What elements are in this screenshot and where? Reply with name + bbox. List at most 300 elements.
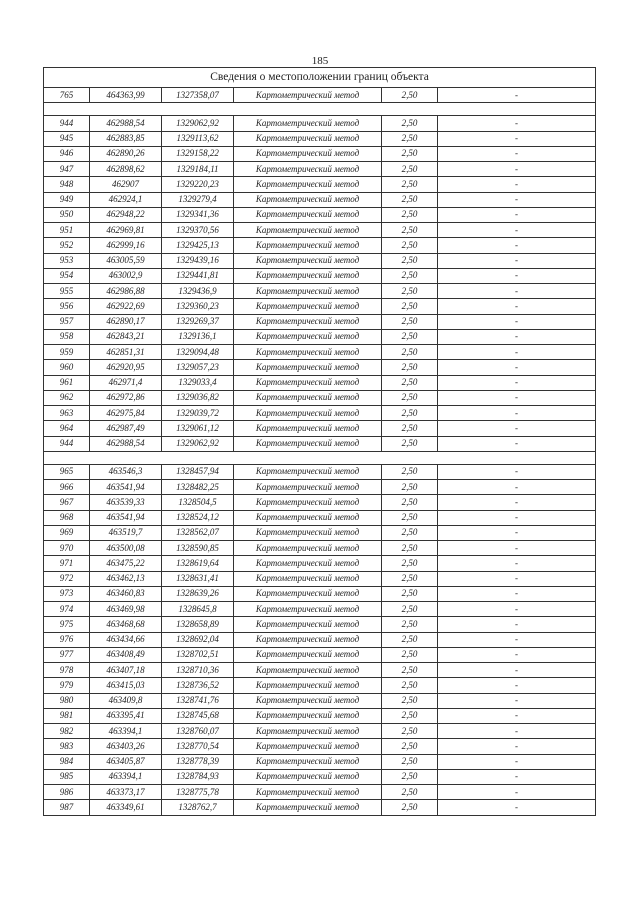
accuracy-cell: 2,50 <box>382 800 438 815</box>
accuracy-cell: 2,50 <box>382 146 438 161</box>
description-cell: - <box>438 88 596 103</box>
method-cell: Картометрический метод <box>234 525 382 540</box>
method-cell: Картометрический метод <box>234 329 382 344</box>
description-cell: - <box>438 284 596 299</box>
description-cell: - <box>438 632 596 647</box>
x-coordinate-cell: 463394,1 <box>90 769 162 784</box>
table-row <box>44 131 596 146</box>
y-coordinate-cell: 1329061,12 <box>162 421 234 436</box>
method-cell: Картометрический метод <box>234 602 382 617</box>
point-number-cell: 955 <box>44 284 90 299</box>
accuracy-cell: 2,50 <box>382 525 438 540</box>
y-coordinate-cell: 1329113,62 <box>162 131 234 146</box>
point-number-cell: 951 <box>44 223 90 238</box>
point-number-cell: 950 <box>44 207 90 222</box>
accuracy-cell: 2,50 <box>382 663 438 678</box>
table-row <box>44 406 596 421</box>
description-cell: - <box>438 556 596 571</box>
section-separator-row <box>44 103 596 116</box>
table-row <box>44 724 596 739</box>
y-coordinate-cell: 1329094,48 <box>162 345 234 360</box>
table-row <box>44 360 596 375</box>
point-number-cell: 954 <box>44 268 90 283</box>
method-cell: Картометрический метод <box>234 360 382 375</box>
description-cell: - <box>438 406 596 421</box>
point-number-cell: 968 <box>44 510 90 525</box>
table-row <box>44 314 596 329</box>
point-number-cell: 965 <box>44 464 90 479</box>
accuracy-cell: 2,50 <box>382 314 438 329</box>
point-number-cell: 962 <box>44 390 90 405</box>
x-coordinate-cell: 462907 <box>90 177 162 192</box>
point-number-cell: 957 <box>44 314 90 329</box>
description-cell: - <box>438 724 596 739</box>
method-cell: Картометрический метод <box>234 436 382 451</box>
point-number-cell: 961 <box>44 375 90 390</box>
point-number-cell: 958 <box>44 329 90 344</box>
accuracy-cell: 2,50 <box>382 632 438 647</box>
x-coordinate-cell: 463462,13 <box>90 571 162 586</box>
y-coordinate-cell: 1328692,04 <box>162 632 234 647</box>
point-number-cell: 979 <box>44 678 90 693</box>
accuracy-cell: 2,50 <box>382 375 438 390</box>
method-cell: Картометрический метод <box>234 268 382 283</box>
table-row <box>44 754 596 769</box>
description-cell: - <box>438 390 596 405</box>
description-cell: - <box>438 663 596 678</box>
method-cell: Картометрический метод <box>234 345 382 360</box>
method-cell: Картометрический метод <box>234 678 382 693</box>
accuracy-cell: 2,50 <box>382 769 438 784</box>
method-cell: Картометрический метод <box>234 495 382 510</box>
accuracy-cell: 2,50 <box>382 253 438 268</box>
accuracy-cell: 2,50 <box>382 754 438 769</box>
accuracy-cell: 2,50 <box>382 724 438 739</box>
method-cell: Картометрический метод <box>234 754 382 769</box>
y-coordinate-cell: 1328524,12 <box>162 510 234 525</box>
method-cell: Картометрический метод <box>234 162 382 177</box>
accuracy-cell: 2,50 <box>382 693 438 708</box>
accuracy-cell: 2,50 <box>382 617 438 632</box>
point-number-cell: 984 <box>44 754 90 769</box>
y-coordinate-cell: 1328457,94 <box>162 464 234 479</box>
y-coordinate-cell: 1328736,52 <box>162 678 234 693</box>
point-number-cell: 971 <box>44 556 90 571</box>
y-coordinate-cell: 1328504,5 <box>162 495 234 510</box>
x-coordinate-cell: 462883,85 <box>90 131 162 146</box>
table-row <box>44 268 596 283</box>
description-cell: - <box>438 360 596 375</box>
y-coordinate-cell: 1329220,23 <box>162 177 234 192</box>
y-coordinate-cell: 1329439,16 <box>162 253 234 268</box>
x-coordinate-cell: 462988,54 <box>90 116 162 131</box>
method-cell: Картометрический метод <box>234 177 382 192</box>
x-coordinate-cell: 463408,49 <box>90 647 162 662</box>
description-cell: - <box>438 647 596 662</box>
accuracy-cell: 2,50 <box>382 131 438 146</box>
x-coordinate-cell: 463460,83 <box>90 586 162 601</box>
x-coordinate-cell: 463469,98 <box>90 602 162 617</box>
table-row <box>44 284 596 299</box>
point-number-cell: 952 <box>44 238 90 253</box>
section-separator-row <box>44 451 596 464</box>
method-cell: Картометрический метод <box>234 785 382 800</box>
section-separator-cell <box>44 103 596 116</box>
table-row <box>44 785 596 800</box>
x-coordinate-cell: 462924,1 <box>90 192 162 207</box>
accuracy-cell: 2,50 <box>382 88 438 103</box>
x-coordinate-cell: 463005,59 <box>90 253 162 268</box>
point-number-cell: 969 <box>44 525 90 540</box>
description-cell: - <box>438 223 596 238</box>
table-row <box>44 693 596 708</box>
point-number-cell: 947 <box>44 162 90 177</box>
x-coordinate-cell: 463500,08 <box>90 541 162 556</box>
point-number-cell: 944 <box>44 116 90 131</box>
x-coordinate-cell: 463519,7 <box>90 525 162 540</box>
table-row <box>44 708 596 723</box>
method-cell: Картометрический метод <box>234 299 382 314</box>
point-number-cell: 948 <box>44 177 90 192</box>
accuracy-cell: 2,50 <box>382 556 438 571</box>
y-coordinate-cell: 1327358,07 <box>162 88 234 103</box>
accuracy-cell: 2,50 <box>382 360 438 375</box>
accuracy-cell: 2,50 <box>382 421 438 436</box>
x-coordinate-cell: 462851,31 <box>90 345 162 360</box>
point-number-cell: 945 <box>44 131 90 146</box>
table-row <box>44 329 596 344</box>
y-coordinate-cell: 1328639,26 <box>162 586 234 601</box>
description-cell: - <box>438 693 596 708</box>
accuracy-cell: 2,50 <box>382 586 438 601</box>
y-coordinate-cell: 1329039,72 <box>162 406 234 421</box>
table-row <box>44 602 596 617</box>
table-row <box>44 571 596 586</box>
y-coordinate-cell: 1329057,23 <box>162 360 234 375</box>
method-cell: Картометрический метод <box>234 800 382 815</box>
x-coordinate-cell: 463541,94 <box>90 510 162 525</box>
y-coordinate-cell: 1329360,23 <box>162 299 234 314</box>
x-coordinate-cell: 463403,26 <box>90 739 162 754</box>
point-number-cell: 956 <box>44 299 90 314</box>
y-coordinate-cell: 1328778,39 <box>162 754 234 769</box>
point-number-cell: 959 <box>44 345 90 360</box>
description-cell: - <box>438 436 596 451</box>
accuracy-cell: 2,50 <box>382 207 438 222</box>
table-row <box>44 647 596 662</box>
table-row <box>44 223 596 238</box>
point-number-cell: 949 <box>44 192 90 207</box>
point-number-cell: 953 <box>44 253 90 268</box>
point-number-cell: 970 <box>44 541 90 556</box>
x-coordinate-cell: 463541,94 <box>90 480 162 495</box>
x-coordinate-cell: 462920,95 <box>90 360 162 375</box>
method-cell: Картометрический метод <box>234 131 382 146</box>
method-cell: Картометрический метод <box>234 480 382 495</box>
x-coordinate-cell: 463405,87 <box>90 754 162 769</box>
table-row <box>44 800 596 815</box>
accuracy-cell: 2,50 <box>382 480 438 495</box>
x-coordinate-cell: 462890,26 <box>90 146 162 161</box>
table-row <box>44 586 596 601</box>
y-coordinate-cell: 1329269,37 <box>162 314 234 329</box>
y-coordinate-cell: 1329033,4 <box>162 375 234 390</box>
section-separator-cell <box>44 451 596 464</box>
table-row <box>44 375 596 390</box>
y-coordinate-cell: 1329062,92 <box>162 116 234 131</box>
description-cell: - <box>438 541 596 556</box>
description-cell: - <box>438 238 596 253</box>
method-cell: Картометрический метод <box>234 693 382 708</box>
description-cell: - <box>438 617 596 632</box>
x-coordinate-cell: 462999,16 <box>90 238 162 253</box>
table-row <box>44 162 596 177</box>
table-row <box>44 480 596 495</box>
accuracy-cell: 2,50 <box>382 541 438 556</box>
method-cell: Картометрический метод <box>234 617 382 632</box>
table-row <box>44 436 596 451</box>
accuracy-cell: 2,50 <box>382 162 438 177</box>
description-cell: - <box>438 192 596 207</box>
page-number: 185 <box>311 55 329 67</box>
table-row <box>44 345 596 360</box>
method-cell: Картометрический метод <box>234 207 382 222</box>
x-coordinate-cell: 463395,41 <box>90 708 162 723</box>
x-coordinate-cell: 462948,22 <box>90 207 162 222</box>
y-coordinate-cell: 1329036,82 <box>162 390 234 405</box>
method-cell: Картометрический метод <box>234 253 382 268</box>
method-cell: Картометрический метод <box>234 88 382 103</box>
accuracy-cell: 2,50 <box>382 116 438 131</box>
point-number-cell: 982 <box>44 724 90 739</box>
x-coordinate-cell: 462971,4 <box>90 375 162 390</box>
description-cell: - <box>438 314 596 329</box>
description-cell: - <box>438 754 596 769</box>
point-number-cell: 977 <box>44 647 90 662</box>
table-row <box>44 556 596 571</box>
x-coordinate-cell: 463415,03 <box>90 678 162 693</box>
table-row <box>44 177 596 192</box>
point-number-cell: 960 <box>44 360 90 375</box>
y-coordinate-cell: 1328770,54 <box>162 739 234 754</box>
description-cell: - <box>438 146 596 161</box>
x-coordinate-cell: 464363,99 <box>90 88 162 103</box>
x-coordinate-cell: 463546,3 <box>90 464 162 479</box>
description-cell: - <box>438 480 596 495</box>
point-number-cell: 974 <box>44 602 90 617</box>
y-coordinate-cell: 1328631,41 <box>162 571 234 586</box>
accuracy-cell: 2,50 <box>382 708 438 723</box>
description-cell: - <box>438 253 596 268</box>
table-title: Сведения о местоположении границ объекта <box>44 68 596 88</box>
table-row <box>44 663 596 678</box>
table-row <box>44 253 596 268</box>
table-row <box>44 146 596 161</box>
point-number-cell: 765 <box>44 88 90 103</box>
x-coordinate-cell: 462890,17 <box>90 314 162 329</box>
description-cell: - <box>438 207 596 222</box>
y-coordinate-cell: 1328562,07 <box>162 525 234 540</box>
x-coordinate-cell: 463349,61 <box>90 800 162 815</box>
y-coordinate-cell: 1328702,51 <box>162 647 234 662</box>
method-cell: Картометрический метод <box>234 223 382 238</box>
boundary-coordinates-table <box>43 67 596 816</box>
description-cell: - <box>438 769 596 784</box>
description-cell: - <box>438 131 596 146</box>
method-cell: Картометрический метод <box>234 769 382 784</box>
method-cell: Картометрический метод <box>234 146 382 161</box>
x-coordinate-cell: 463434,66 <box>90 632 162 647</box>
accuracy-cell: 2,50 <box>382 192 438 207</box>
table-row <box>44 739 596 754</box>
x-coordinate-cell: 463409,8 <box>90 693 162 708</box>
accuracy-cell: 2,50 <box>382 464 438 479</box>
method-cell: Картометрический метод <box>234 724 382 739</box>
point-number-cell: 944 <box>44 436 90 451</box>
x-coordinate-cell: 463475,22 <box>90 556 162 571</box>
point-number-cell: 981 <box>44 708 90 723</box>
method-cell: Картометрический метод <box>234 284 382 299</box>
y-coordinate-cell: 1329436,9 <box>162 284 234 299</box>
table-row <box>44 88 596 103</box>
method-cell: Картометрический метод <box>234 556 382 571</box>
description-cell: - <box>438 571 596 586</box>
description-cell: - <box>438 162 596 177</box>
table-row <box>44 207 596 222</box>
x-coordinate-cell: 462972,86 <box>90 390 162 405</box>
table-row <box>44 769 596 784</box>
x-coordinate-cell: 463539,33 <box>90 495 162 510</box>
method-cell: Картометрический метод <box>234 464 382 479</box>
y-coordinate-cell: 1329062,92 <box>162 436 234 451</box>
table-row <box>44 495 596 510</box>
description-cell: - <box>438 708 596 723</box>
method-cell: Картометрический метод <box>234 586 382 601</box>
accuracy-cell: 2,50 <box>382 390 438 405</box>
table-row <box>44 464 596 479</box>
y-coordinate-cell: 1328590,85 <box>162 541 234 556</box>
method-cell: Картометрический метод <box>234 406 382 421</box>
table-row <box>44 617 596 632</box>
table-row <box>44 632 596 647</box>
method-cell: Картометрический метод <box>234 390 382 405</box>
point-number-cell: 973 <box>44 586 90 601</box>
description-cell: - <box>438 510 596 525</box>
accuracy-cell: 2,50 <box>382 299 438 314</box>
description-cell: - <box>438 177 596 192</box>
point-number-cell: 986 <box>44 785 90 800</box>
method-cell: Картометрический метод <box>234 375 382 390</box>
method-cell: Картометрический метод <box>234 647 382 662</box>
y-coordinate-cell: 1328745,68 <box>162 708 234 723</box>
x-coordinate-cell: 463468,68 <box>90 617 162 632</box>
y-coordinate-cell: 1328619,64 <box>162 556 234 571</box>
description-cell: - <box>438 345 596 360</box>
x-coordinate-cell: 463373,17 <box>90 785 162 800</box>
description-cell: - <box>438 375 596 390</box>
y-coordinate-cell: 1328645,8 <box>162 602 234 617</box>
point-number-cell: 975 <box>44 617 90 632</box>
point-number-cell: 980 <box>44 693 90 708</box>
method-cell: Картометрический метод <box>234 116 382 131</box>
y-coordinate-cell: 1328482,25 <box>162 480 234 495</box>
method-cell: Картометрический метод <box>234 192 382 207</box>
point-number-cell: 967 <box>44 495 90 510</box>
accuracy-cell: 2,50 <box>382 571 438 586</box>
description-cell: - <box>438 268 596 283</box>
x-coordinate-cell: 462975,84 <box>90 406 162 421</box>
y-coordinate-cell: 1328760,07 <box>162 724 234 739</box>
y-coordinate-cell: 1329279,4 <box>162 192 234 207</box>
table-title-row <box>44 68 596 88</box>
description-cell: - <box>438 495 596 510</box>
point-number-cell: 976 <box>44 632 90 647</box>
y-coordinate-cell: 1329341,36 <box>162 207 234 222</box>
y-coordinate-cell: 1328762,7 <box>162 800 234 815</box>
point-number-cell: 983 <box>44 739 90 754</box>
method-cell: Картометрический метод <box>234 541 382 556</box>
point-number-cell: 987 <box>44 800 90 815</box>
accuracy-cell: 2,50 <box>382 223 438 238</box>
accuracy-cell: 2,50 <box>382 602 438 617</box>
x-coordinate-cell: 462986,88 <box>90 284 162 299</box>
accuracy-cell: 2,50 <box>382 329 438 344</box>
description-cell: - <box>438 785 596 800</box>
point-number-cell: 972 <box>44 571 90 586</box>
x-coordinate-cell: 463407,18 <box>90 663 162 678</box>
method-cell: Картометрический метод <box>234 663 382 678</box>
description-cell: - <box>438 421 596 436</box>
point-number-cell: 985 <box>44 769 90 784</box>
table-row <box>44 238 596 253</box>
y-coordinate-cell: 1328710,36 <box>162 663 234 678</box>
x-coordinate-cell: 462898,62 <box>90 162 162 177</box>
description-cell: - <box>438 678 596 693</box>
y-coordinate-cell: 1328775,78 <box>162 785 234 800</box>
y-coordinate-cell: 1328741,76 <box>162 693 234 708</box>
x-coordinate-cell: 462969,81 <box>90 223 162 238</box>
description-cell: - <box>438 464 596 479</box>
description-cell: - <box>438 602 596 617</box>
description-cell: - <box>438 800 596 815</box>
y-coordinate-cell: 1329370,56 <box>162 223 234 238</box>
accuracy-cell: 2,50 <box>382 284 438 299</box>
table-row <box>44 525 596 540</box>
accuracy-cell: 2,50 <box>382 510 438 525</box>
description-cell: - <box>438 586 596 601</box>
point-number-cell: 978 <box>44 663 90 678</box>
x-coordinate-cell: 462987,49 <box>90 421 162 436</box>
y-coordinate-cell: 1329184,11 <box>162 162 234 177</box>
accuracy-cell: 2,50 <box>382 678 438 693</box>
table-row <box>44 421 596 436</box>
point-number-cell: 946 <box>44 146 90 161</box>
accuracy-cell: 2,50 <box>382 647 438 662</box>
x-coordinate-cell: 463394,1 <box>90 724 162 739</box>
description-cell: - <box>438 739 596 754</box>
y-coordinate-cell: 1328658,89 <box>162 617 234 632</box>
table-row <box>44 299 596 314</box>
accuracy-cell: 2,50 <box>382 785 438 800</box>
x-coordinate-cell: 462922,69 <box>90 299 162 314</box>
method-cell: Картометрический метод <box>234 739 382 754</box>
accuracy-cell: 2,50 <box>382 238 438 253</box>
method-cell: Картометрический метод <box>234 571 382 586</box>
description-cell: - <box>438 116 596 131</box>
table-row <box>44 390 596 405</box>
method-cell: Картометрический метод <box>234 708 382 723</box>
y-coordinate-cell: 1329425,13 <box>162 238 234 253</box>
